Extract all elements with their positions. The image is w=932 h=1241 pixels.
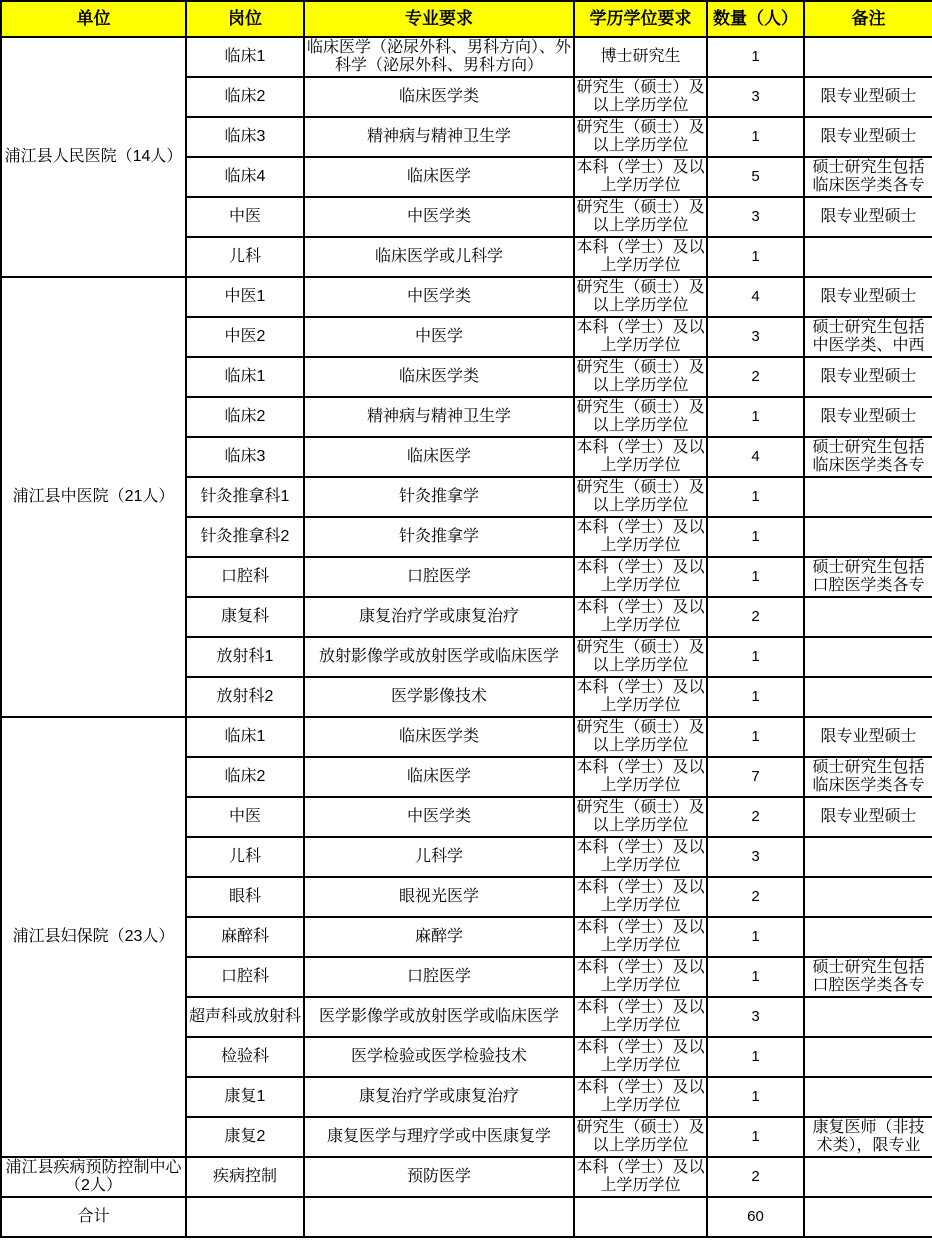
count-cell: 1 (707, 557, 804, 597)
note-cell: 限专业型硕士 (804, 397, 932, 437)
col-header-degree: 学历学位要求 (574, 1, 707, 37)
degree-cell: 本科（学士）及以上学历学位 (574, 517, 707, 557)
count-cell: 1 (707, 677, 804, 717)
note-cell: 限专业型硕士 (804, 717, 932, 757)
note-cell (804, 637, 932, 677)
header-row (1, 1, 932, 37)
note-cell: 限专业型硕士 (804, 197, 932, 237)
note-cell (804, 1077, 932, 1117)
degree-cell: 研究生（硕士）及以上学历学位 (574, 797, 707, 837)
post-cell: 儿科 (186, 237, 304, 277)
count-cell: 1 (707, 1077, 804, 1117)
post-cell: 检验科 (186, 1037, 304, 1077)
col-header-count: 数量（人） (707, 1, 804, 37)
major-cell: 中医学类 (304, 277, 574, 317)
post-cell: 临床1 (186, 717, 304, 757)
count-cell: 1 (707, 717, 804, 757)
col-header-note: 备注 (804, 1, 932, 37)
count-cell: 1 (707, 397, 804, 437)
count-cell: 2 (707, 877, 804, 917)
note-cell (804, 997, 932, 1037)
post-cell: 放射科2 (186, 677, 304, 717)
note-cell: 限专业型硕士 (804, 797, 932, 837)
degree-cell: 本科（学士）及以上学历学位 (574, 1077, 707, 1117)
post-cell: 临床2 (186, 397, 304, 437)
major-cell: 临床医学（泌尿外科、男科方向）、外科学（泌尿外科、男科方向） (304, 37, 574, 77)
count-cell: 2 (707, 357, 804, 397)
note-cell (804, 877, 932, 917)
major-cell: 中医学 (304, 317, 574, 357)
degree-cell: 本科（学士）及以上学历学位 (574, 317, 707, 357)
total-count-cell: 60 (707, 1197, 804, 1237)
post-cell: 麻醉科 (186, 917, 304, 957)
post-cell: 中医 (186, 797, 304, 837)
table-body (1, 37, 932, 1237)
table-row (1, 277, 932, 317)
major-cell: 康复治疗学或康复治疗 (304, 597, 574, 637)
note-cell (804, 477, 932, 517)
major-cell: 临床医学类 (304, 357, 574, 397)
degree-cell: 研究生（硕士）及以上学历学位 (574, 77, 707, 117)
post-cell: 针灸推拿科2 (186, 517, 304, 557)
count-cell: 2 (707, 797, 804, 837)
major-cell: 康复医学与理疗学或中医康复学 (304, 1117, 574, 1157)
degree-cell: 博士研究生 (574, 37, 707, 77)
note-cell: 限专业型硕士 (804, 277, 932, 317)
count-cell: 3 (707, 997, 804, 1037)
major-cell: 医学影像学或放射医学或临床医学 (304, 997, 574, 1037)
count-cell: 3 (707, 317, 804, 357)
degree-cell: 研究生（硕士）及以上学历学位 (574, 277, 707, 317)
table-row (1, 37, 932, 77)
post-cell: 放射科1 (186, 637, 304, 677)
post-cell: 临床2 (186, 77, 304, 117)
major-cell: 针灸推拿学 (304, 517, 574, 557)
unit-cell: 浦江县人民医院（14人） (1, 37, 186, 277)
major-cell: 精神病与精神卫生学 (304, 117, 574, 157)
post-cell: 超声科或放射科 (186, 997, 304, 1037)
major-cell: 口腔医学 (304, 557, 574, 597)
unit-cell: 浦江县中医院（21人） (1, 277, 186, 717)
degree-cell: 研究生（硕士）及以上学历学位 (574, 117, 707, 157)
degree-cell: 本科（学士）及以上学历学位 (574, 1157, 707, 1197)
major-cell: 儿科学 (304, 837, 574, 877)
degree-cell: 本科（学士）及以上学历学位 (574, 437, 707, 477)
post-cell: 针灸推拿科1 (186, 477, 304, 517)
count-cell: 1 (707, 37, 804, 77)
post-cell: 口腔科 (186, 557, 304, 597)
note-cell: 限专业型硕士 (804, 117, 932, 157)
degree-cell: 本科（学士）及以上学历学位 (574, 957, 707, 997)
count-cell: 1 (707, 117, 804, 157)
degree-cell: 研究生（硕士）及以上学历学位 (574, 397, 707, 437)
total-note-cell (804, 1197, 932, 1237)
major-cell: 精神病与精神卫生学 (304, 397, 574, 437)
count-cell: 3 (707, 837, 804, 877)
post-cell: 临床2 (186, 757, 304, 797)
table-row (1, 1157, 932, 1197)
post-cell: 儿科 (186, 837, 304, 877)
degree-cell: 研究生（硕士）及以上学历学位 (574, 1117, 707, 1157)
count-cell: 1 (707, 1037, 804, 1077)
note-cell (804, 237, 932, 277)
note-cell: 限专业型硕士 (804, 77, 932, 117)
note-cell: 硕士研究生包括临床医学类各专 (804, 757, 932, 797)
count-cell: 1 (707, 957, 804, 997)
post-cell: 康复1 (186, 1077, 304, 1117)
count-cell: 1 (707, 1117, 804, 1157)
col-header-unit: 单位 (1, 1, 186, 37)
post-cell: 康复科 (186, 597, 304, 637)
post-cell: 临床3 (186, 117, 304, 157)
post-cell: 口腔科 (186, 957, 304, 997)
major-cell: 中医学类 (304, 197, 574, 237)
major-cell: 预防医学 (304, 1157, 574, 1197)
degree-cell: 本科（学士）及以上学历学位 (574, 997, 707, 1037)
major-cell: 临床医学 (304, 437, 574, 477)
degree-cell: 本科（学士）及以上学历学位 (574, 917, 707, 957)
unit-cell: 浦江县妇保院（23人） (1, 717, 186, 1157)
post-cell: 临床1 (186, 37, 304, 77)
count-cell: 2 (707, 1157, 804, 1197)
count-cell: 2 (707, 597, 804, 637)
major-cell: 临床医学类 (304, 717, 574, 757)
count-cell: 1 (707, 237, 804, 277)
post-cell: 中医2 (186, 317, 304, 357)
degree-cell: 本科（学士）及以上学历学位 (574, 877, 707, 917)
degree-cell: 研究生（硕士）及以上学历学位 (574, 717, 707, 757)
major-cell: 临床医学 (304, 157, 574, 197)
post-cell: 中医 (186, 197, 304, 237)
degree-cell: 研究生（硕士）及以上学历学位 (574, 637, 707, 677)
note-cell (804, 1157, 932, 1197)
major-cell: 放射影像学或放射医学或临床医学 (304, 637, 574, 677)
major-cell: 临床医学类 (304, 77, 574, 117)
count-cell: 1 (707, 637, 804, 677)
major-cell: 针灸推拿学 (304, 477, 574, 517)
count-cell: 4 (707, 277, 804, 317)
note-cell: 硕士研究生包括临床医学类各专 (804, 437, 932, 477)
major-cell: 麻醉学 (304, 917, 574, 957)
major-cell: 医学影像技术 (304, 677, 574, 717)
degree-cell: 本科（学士）及以上学历学位 (574, 757, 707, 797)
major-cell: 临床医学或儿科学 (304, 237, 574, 277)
total-row (1, 1197, 932, 1237)
total-degree-cell (574, 1197, 707, 1237)
note-cell (804, 837, 932, 877)
count-cell: 4 (707, 437, 804, 477)
total-major-cell (304, 1197, 574, 1237)
note-cell: 硕士研究生包括口腔医学类各专 (804, 957, 932, 997)
total-post-cell (186, 1197, 304, 1237)
table-header (1, 1, 932, 37)
major-cell: 口腔医学 (304, 957, 574, 997)
count-cell: 7 (707, 757, 804, 797)
note-cell (804, 597, 932, 637)
note-cell (804, 1037, 932, 1077)
note-cell (804, 677, 932, 717)
count-cell: 1 (707, 917, 804, 957)
note-cell: 硕士研究生包括临床医学类各专 (804, 157, 932, 197)
degree-cell: 本科（学士）及以上学历学位 (574, 837, 707, 877)
degree-cell: 本科（学士）及以上学历学位 (574, 677, 707, 717)
post-cell: 康复2 (186, 1117, 304, 1157)
note-cell (804, 917, 932, 957)
note-cell: 康复医师（非技术类），限专业 (804, 1117, 932, 1157)
major-cell: 康复治疗学或康复治疗 (304, 1077, 574, 1117)
total-label-cell: 合计 (1, 1197, 186, 1237)
major-cell: 临床医学 (304, 757, 574, 797)
degree-cell: 研究生（硕士）及以上学历学位 (574, 477, 707, 517)
count-cell: 1 (707, 477, 804, 517)
post-cell: 中医1 (186, 277, 304, 317)
col-header-post: 岗位 (186, 1, 304, 37)
note-cell: 硕士研究生包括口腔医学类各专 (804, 557, 932, 597)
col-header-major: 专业要求 (304, 1, 574, 37)
degree-cell: 本科（学士）及以上学历学位 (574, 1037, 707, 1077)
major-cell: 医学检验或医学检验技术 (304, 1037, 574, 1077)
major-cell: 眼视光医学 (304, 877, 574, 917)
post-cell: 临床3 (186, 437, 304, 477)
table-row (1, 717, 932, 757)
count-cell: 1 (707, 517, 804, 557)
post-cell: 临床1 (186, 357, 304, 397)
count-cell: 3 (707, 197, 804, 237)
degree-cell: 本科（学士）及以上学历学位 (574, 237, 707, 277)
post-cell: 临床4 (186, 157, 304, 197)
degree-cell: 本科（学士）及以上学历学位 (574, 157, 707, 197)
degree-cell: 本科（学士）及以上学历学位 (574, 597, 707, 637)
degree-cell: 本科（学士）及以上学历学位 (574, 557, 707, 597)
degree-cell: 研究生（硕士）及以上学历学位 (574, 197, 707, 237)
note-cell: 硕士研究生包括中医学类、中西 (804, 317, 932, 357)
note-cell: 限专业型硕士 (804, 357, 932, 397)
note-cell (804, 517, 932, 557)
unit-cell: 浦江县疾病预防控制中心（2人） (1, 1157, 186, 1197)
count-cell: 3 (707, 77, 804, 117)
post-cell: 疾病控制 (186, 1157, 304, 1197)
post-cell: 眼科 (186, 877, 304, 917)
note-cell (804, 37, 932, 77)
major-cell: 中医学类 (304, 797, 574, 837)
degree-cell: 研究生（硕士）及以上学历学位 (574, 357, 707, 397)
count-cell: 5 (707, 157, 804, 197)
